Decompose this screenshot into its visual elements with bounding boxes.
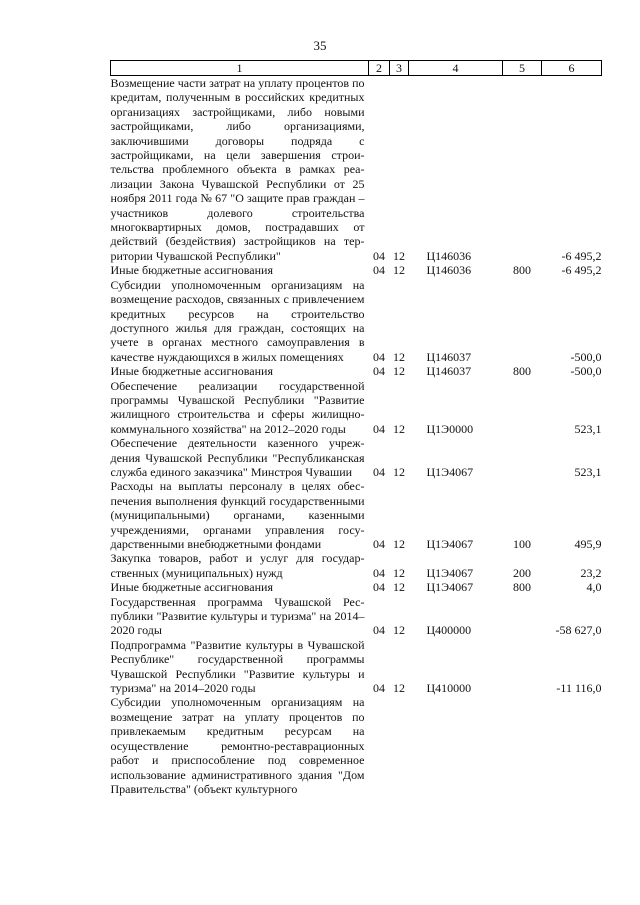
row-target-code: Ц410000 xyxy=(426,681,472,696)
table-row xyxy=(111,364,602,378)
table-row xyxy=(111,580,602,594)
row-target-code: Ц146036 xyxy=(426,263,472,278)
row-subsection: 12 xyxy=(393,248,405,263)
row-section: 04 xyxy=(373,349,385,364)
row-target-code: Ц1Э4067 xyxy=(426,580,474,595)
table-row xyxy=(111,638,602,696)
row-subsection: 12 xyxy=(393,421,405,436)
table-row xyxy=(111,595,602,638)
row-expense-type: 800 xyxy=(513,263,531,278)
row-amount: -500,0 xyxy=(570,364,602,379)
budget-table xyxy=(110,60,602,796)
header-row xyxy=(111,61,602,76)
row-section: 04 xyxy=(373,565,385,580)
row-description: Закупка товаров, работ и услуг для государственных (муниципальных) нужд xyxy=(110,551,365,580)
row-description: Субсидии уполномоченным организациям на возмещение затрат на уплату процентов по привлекаемым кредитным ресурсам на осуществление ремонтно-реставрационных работ и приспособление под современное использование административного здания "Дом Правительства" (объект культурного xyxy=(110,695,365,796)
row-amount: 495,9 xyxy=(574,537,602,551)
row-description: Возмещение части затрат на уплату процентов по кредитам, полученным в российских кредитных организациях застройщиками, либо новыми застройщиками, либо организациями, заключившими договоры подряда с застройщиками, на цели завершения строительства проблемного объекта в рамках реализации Закона Чувашской Республики от 25 ноября 2011 года № 67 "О защите прав граждан – участников долевого строительства многоквартирных домов, пострадавших от действий (бездействия) застройщиков на территории Чувашской Республики" xyxy=(110,76,365,263)
row-expense-type xyxy=(503,595,542,638)
row-section: 04 xyxy=(373,580,385,595)
row-expense-type xyxy=(503,695,542,796)
row-description: Иные бюджетные ассигнования xyxy=(110,580,273,595)
row-description: Подпрограмма "Развитие культуры в Чувашской Республике" государственной программы Чувашской Республики "Развитие культуры и туризма" на 2014–2020 годы xyxy=(110,637,365,696)
table-row xyxy=(111,479,602,551)
row-target-code: Ц146037 xyxy=(426,349,472,364)
header-col-4: 4 xyxy=(409,61,503,76)
row-target-code: Ц1Э4067 xyxy=(426,565,474,580)
header-col-1: 1 xyxy=(111,61,369,76)
row-section: 04 xyxy=(373,421,385,436)
row-amount: 523,1 xyxy=(574,464,602,479)
row-section: 04 xyxy=(373,464,385,479)
row-target-code xyxy=(409,695,503,796)
row-section: 04 xyxy=(373,364,385,379)
row-amount: 4,0 xyxy=(586,580,602,595)
row-amount: 23,2 xyxy=(580,565,602,580)
header-col-3: 3 xyxy=(390,61,409,76)
row-description: Субсидии уполномоченным организациям на возмещение расходов, связанных с привлечением кредитных ресурсов на строительство доступного жилья для граждан, состоящих на учете в органах местного самоуправления в качестве нуждающихся в жилых помещениях xyxy=(110,277,365,364)
table-row xyxy=(111,379,602,437)
row-expense-type xyxy=(503,638,542,696)
row-target-code: Ц1Э4067 xyxy=(426,464,474,479)
row-target-code: Ц400000 xyxy=(426,623,472,638)
row-subsection: 12 xyxy=(393,681,405,696)
row-amount: -6 495,2 xyxy=(561,263,602,278)
row-subsection xyxy=(390,695,409,796)
row-expense-type: 800 xyxy=(513,364,531,379)
row-section xyxy=(369,695,390,796)
row-amount xyxy=(542,695,602,796)
row-target-code: Ц1Э4067 xyxy=(426,537,474,551)
table-row xyxy=(111,436,602,479)
row-section: 04 xyxy=(373,623,385,638)
page-number: 35 xyxy=(313,38,327,53)
row-description: Обеспечение реализации государственной программы Чувашской Республики "Развитие жилищного строительства и сферы жилищно-коммунального хозяйства" на 2012–2020 годы xyxy=(110,378,365,436)
row-section: 04 xyxy=(373,248,385,263)
table-row xyxy=(111,263,602,277)
row-description: Государственная программа Чувашской Республики "Развитие культуры и туризма" на 2014–2020 годы xyxy=(110,594,365,638)
row-section: 04 xyxy=(373,537,385,551)
row-subsection: 12 xyxy=(393,349,405,364)
header-col-2: 2 xyxy=(369,61,390,76)
row-expense-type xyxy=(503,76,542,264)
row-subsection: 12 xyxy=(393,580,405,595)
row-description: Расходы на выплаты персоналу в целях обеспечения выполнения функций государственными (муниципальными) органами, казенными учреждениями, органами управления государственными внебюджетными фондами xyxy=(110,479,365,551)
row-subsection: 12 xyxy=(393,537,405,551)
table-row xyxy=(111,551,602,580)
header-col-5: 5 xyxy=(503,61,542,76)
table-row xyxy=(111,76,602,264)
row-subsection: 12 xyxy=(393,364,405,379)
row-target-code: Ц1Э0000 xyxy=(426,421,474,436)
row-description: Обеспечение деятельности казенного учреждения Чувашской Республики "Республиканская служба единого заказчика" Минстроя Чувашии xyxy=(110,436,365,479)
row-section: 04 xyxy=(373,263,385,278)
row-expense-type: 800 xyxy=(513,580,531,595)
row-expense-type xyxy=(503,436,542,479)
row-section: 04 xyxy=(373,681,385,696)
row-subsection: 12 xyxy=(393,565,405,580)
row-description: Иные бюджетные ассигнования xyxy=(110,263,273,278)
table-row xyxy=(111,278,602,364)
row-expense-type xyxy=(503,278,542,364)
row-target-code: Ц146037 xyxy=(426,364,472,379)
header-col-6: 6 xyxy=(542,61,602,76)
row-subsection: 12 xyxy=(393,623,405,638)
row-amount: -11 116,0 xyxy=(556,681,602,696)
row-amount: 523,1 xyxy=(574,421,602,436)
row-description: Иные бюджетные ассигнования xyxy=(110,364,273,379)
row-expense-type: 100 xyxy=(513,537,531,551)
row-amount: -6 495,2 xyxy=(561,248,602,263)
row-subsection: 12 xyxy=(393,263,405,278)
row-amount: -500,0 xyxy=(570,349,602,364)
row-subsection: 12 xyxy=(393,464,405,479)
table-row xyxy=(111,695,602,796)
row-expense-type: 200 xyxy=(513,565,531,580)
row-expense-type xyxy=(503,379,542,437)
row-target-code: Ц146036 xyxy=(426,248,472,263)
row-amount: -58 627,0 xyxy=(555,623,602,638)
